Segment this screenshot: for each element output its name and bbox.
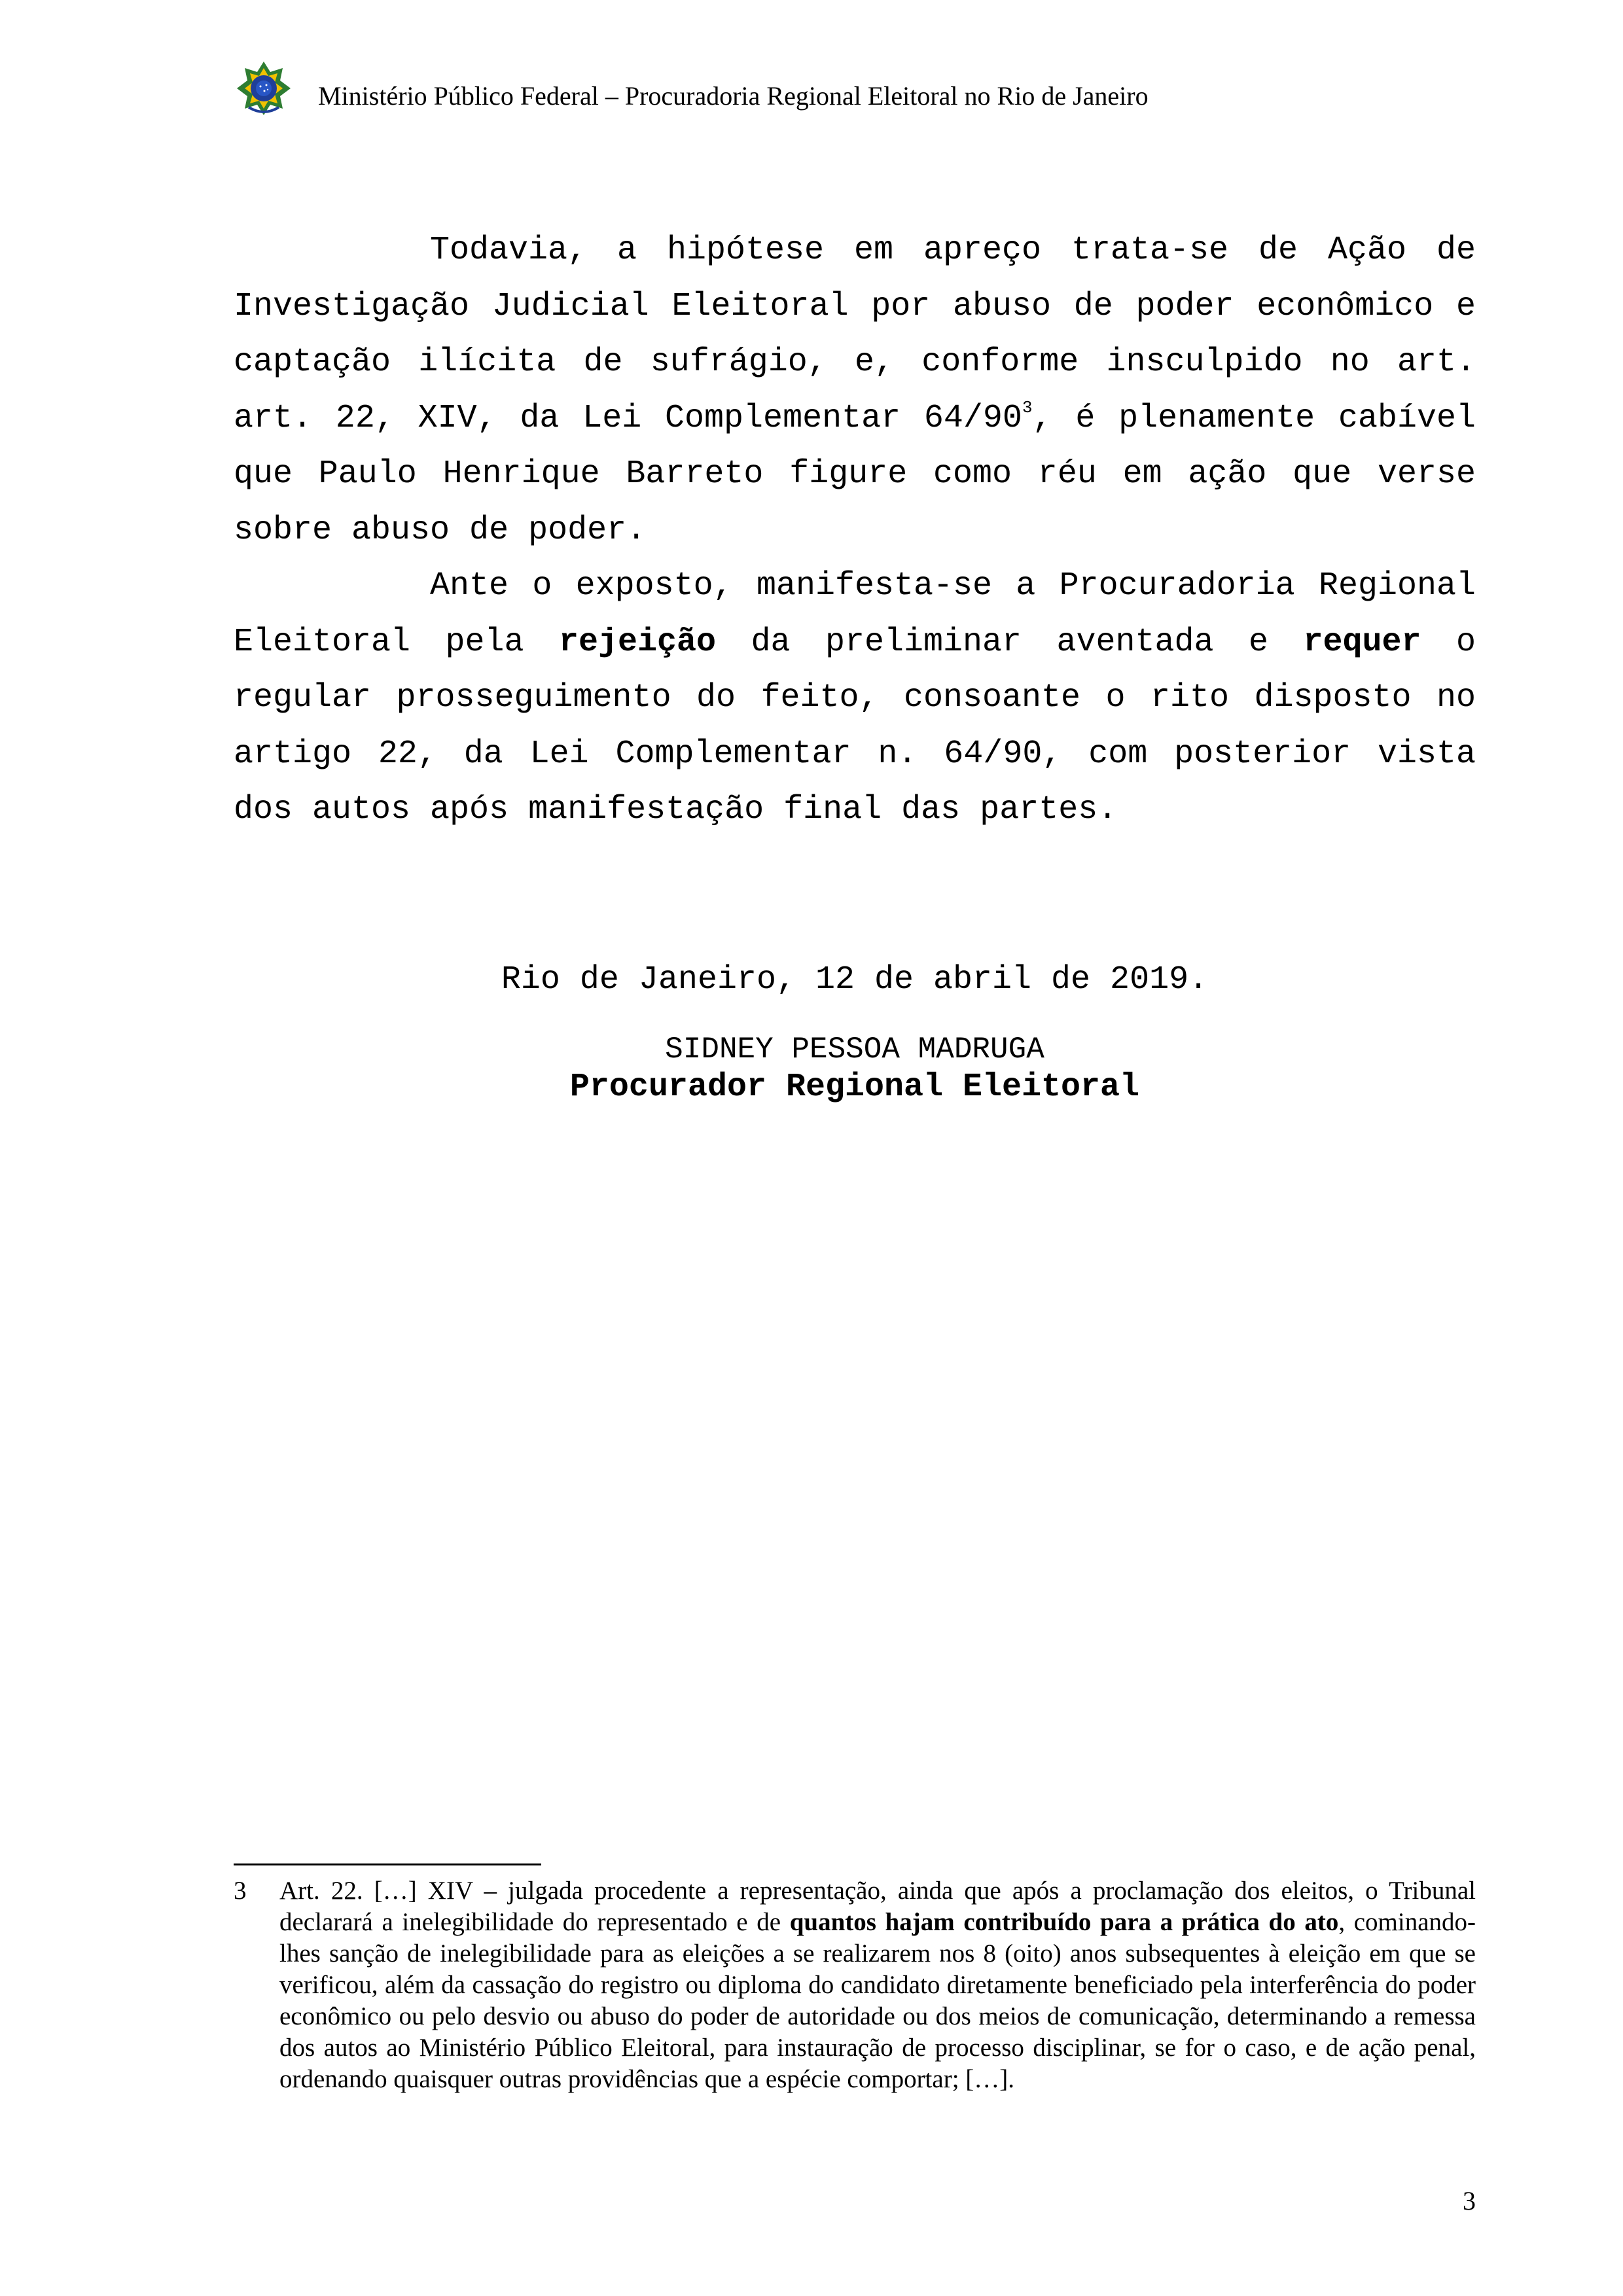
brazil-coat-of-arms-icon	[236, 60, 292, 116]
footnote-text-b: , cominando-lhes sanção de inelegibilidade para as eleições a se realizarem nos 8 (oito) anos subsequentes à eleição em que se verificou, além da cassação do registro ou diploma do candidato diretamente beneficiado pela interferência do poder econômico ou pelo desvio ou abuso do poder de autoridade ou dos meios de comunicação, determinando a remessa dos autos ao Ministério Público Eleitoral, para instauração de processo disciplinar, se for o caso, e de ação penal, ordenando quaisquer outras providências que a espécie comportar; […].	[279, 1908, 1476, 2093]
footnote-text-a: Art. 22. […] XIV – julgada procedente a representação, ainda que após a proclamação dos eleitos, o Tribunal declarará a inelegibilidade do representado e de	[279, 1877, 1476, 1936]
document-body	[234, 222, 1476, 838]
signer-name: SIDNEY PESSOA MADRUGA	[665, 1033, 1044, 1067]
page-header	[236, 59, 1149, 118]
footnote	[234, 1875, 1476, 2095]
signature-block	[234, 1031, 1476, 1106]
paragraph-1	[234, 222, 1476, 558]
paragraph-1-text-b: , é plenamente cabível que Paulo Henrique Barreto figure como réu em ação que verse sobre abuso de poder.	[234, 399, 1476, 549]
paragraph-2-text-c: o regular prosseguimento do feito, consoante o rito disposto no artigo 22, da Lei Complementar n. 64/90, com posterior vista dos autos após manifestação final das partes.	[234, 623, 1476, 828]
header-title: Ministério Público Federal – Procuradoria Regional Eleitoral no Rio de Janeiro	[318, 80, 1149, 111]
paragraph-1-text-a: Todavia, a hipótese em apreço trata-se de Ação de Investigação Judicial Eleitoral por abuso de poder econômico e captação ilícita de sufrágio, e, conforme insculpido no art. art. 22, XIV, da Lei Complementar 64/90	[234, 232, 1476, 437]
bold-requer: requer	[1303, 623, 1421, 661]
footnote-text	[279, 1875, 1476, 2095]
footnote-number: 3	[234, 1877, 247, 1905]
footnote-reference[interactable]: 3	[1022, 397, 1033, 417]
bold-rejeicao: rejeição	[559, 623, 717, 661]
date-line: Rio de Janeiro, 12 de abril de 2019.	[501, 961, 1209, 998]
paragraph-2-text-a: Ante o exposto, manifesta-se a Procuradoria Regional Eleitoral pela	[234, 567, 1476, 661]
page-number: 3	[1463, 2186, 1476, 2216]
signer-role: Procurador Regional Eleitoral	[569, 1069, 1140, 1106]
paragraph-2-text-b: da preliminar aventada e	[716, 623, 1304, 661]
paragraph-2	[234, 558, 1476, 838]
footnote-divider	[234, 1863, 541, 1865]
footnote-bold: quantos hajam contribuído para a prática do ato	[789, 1908, 1339, 1936]
